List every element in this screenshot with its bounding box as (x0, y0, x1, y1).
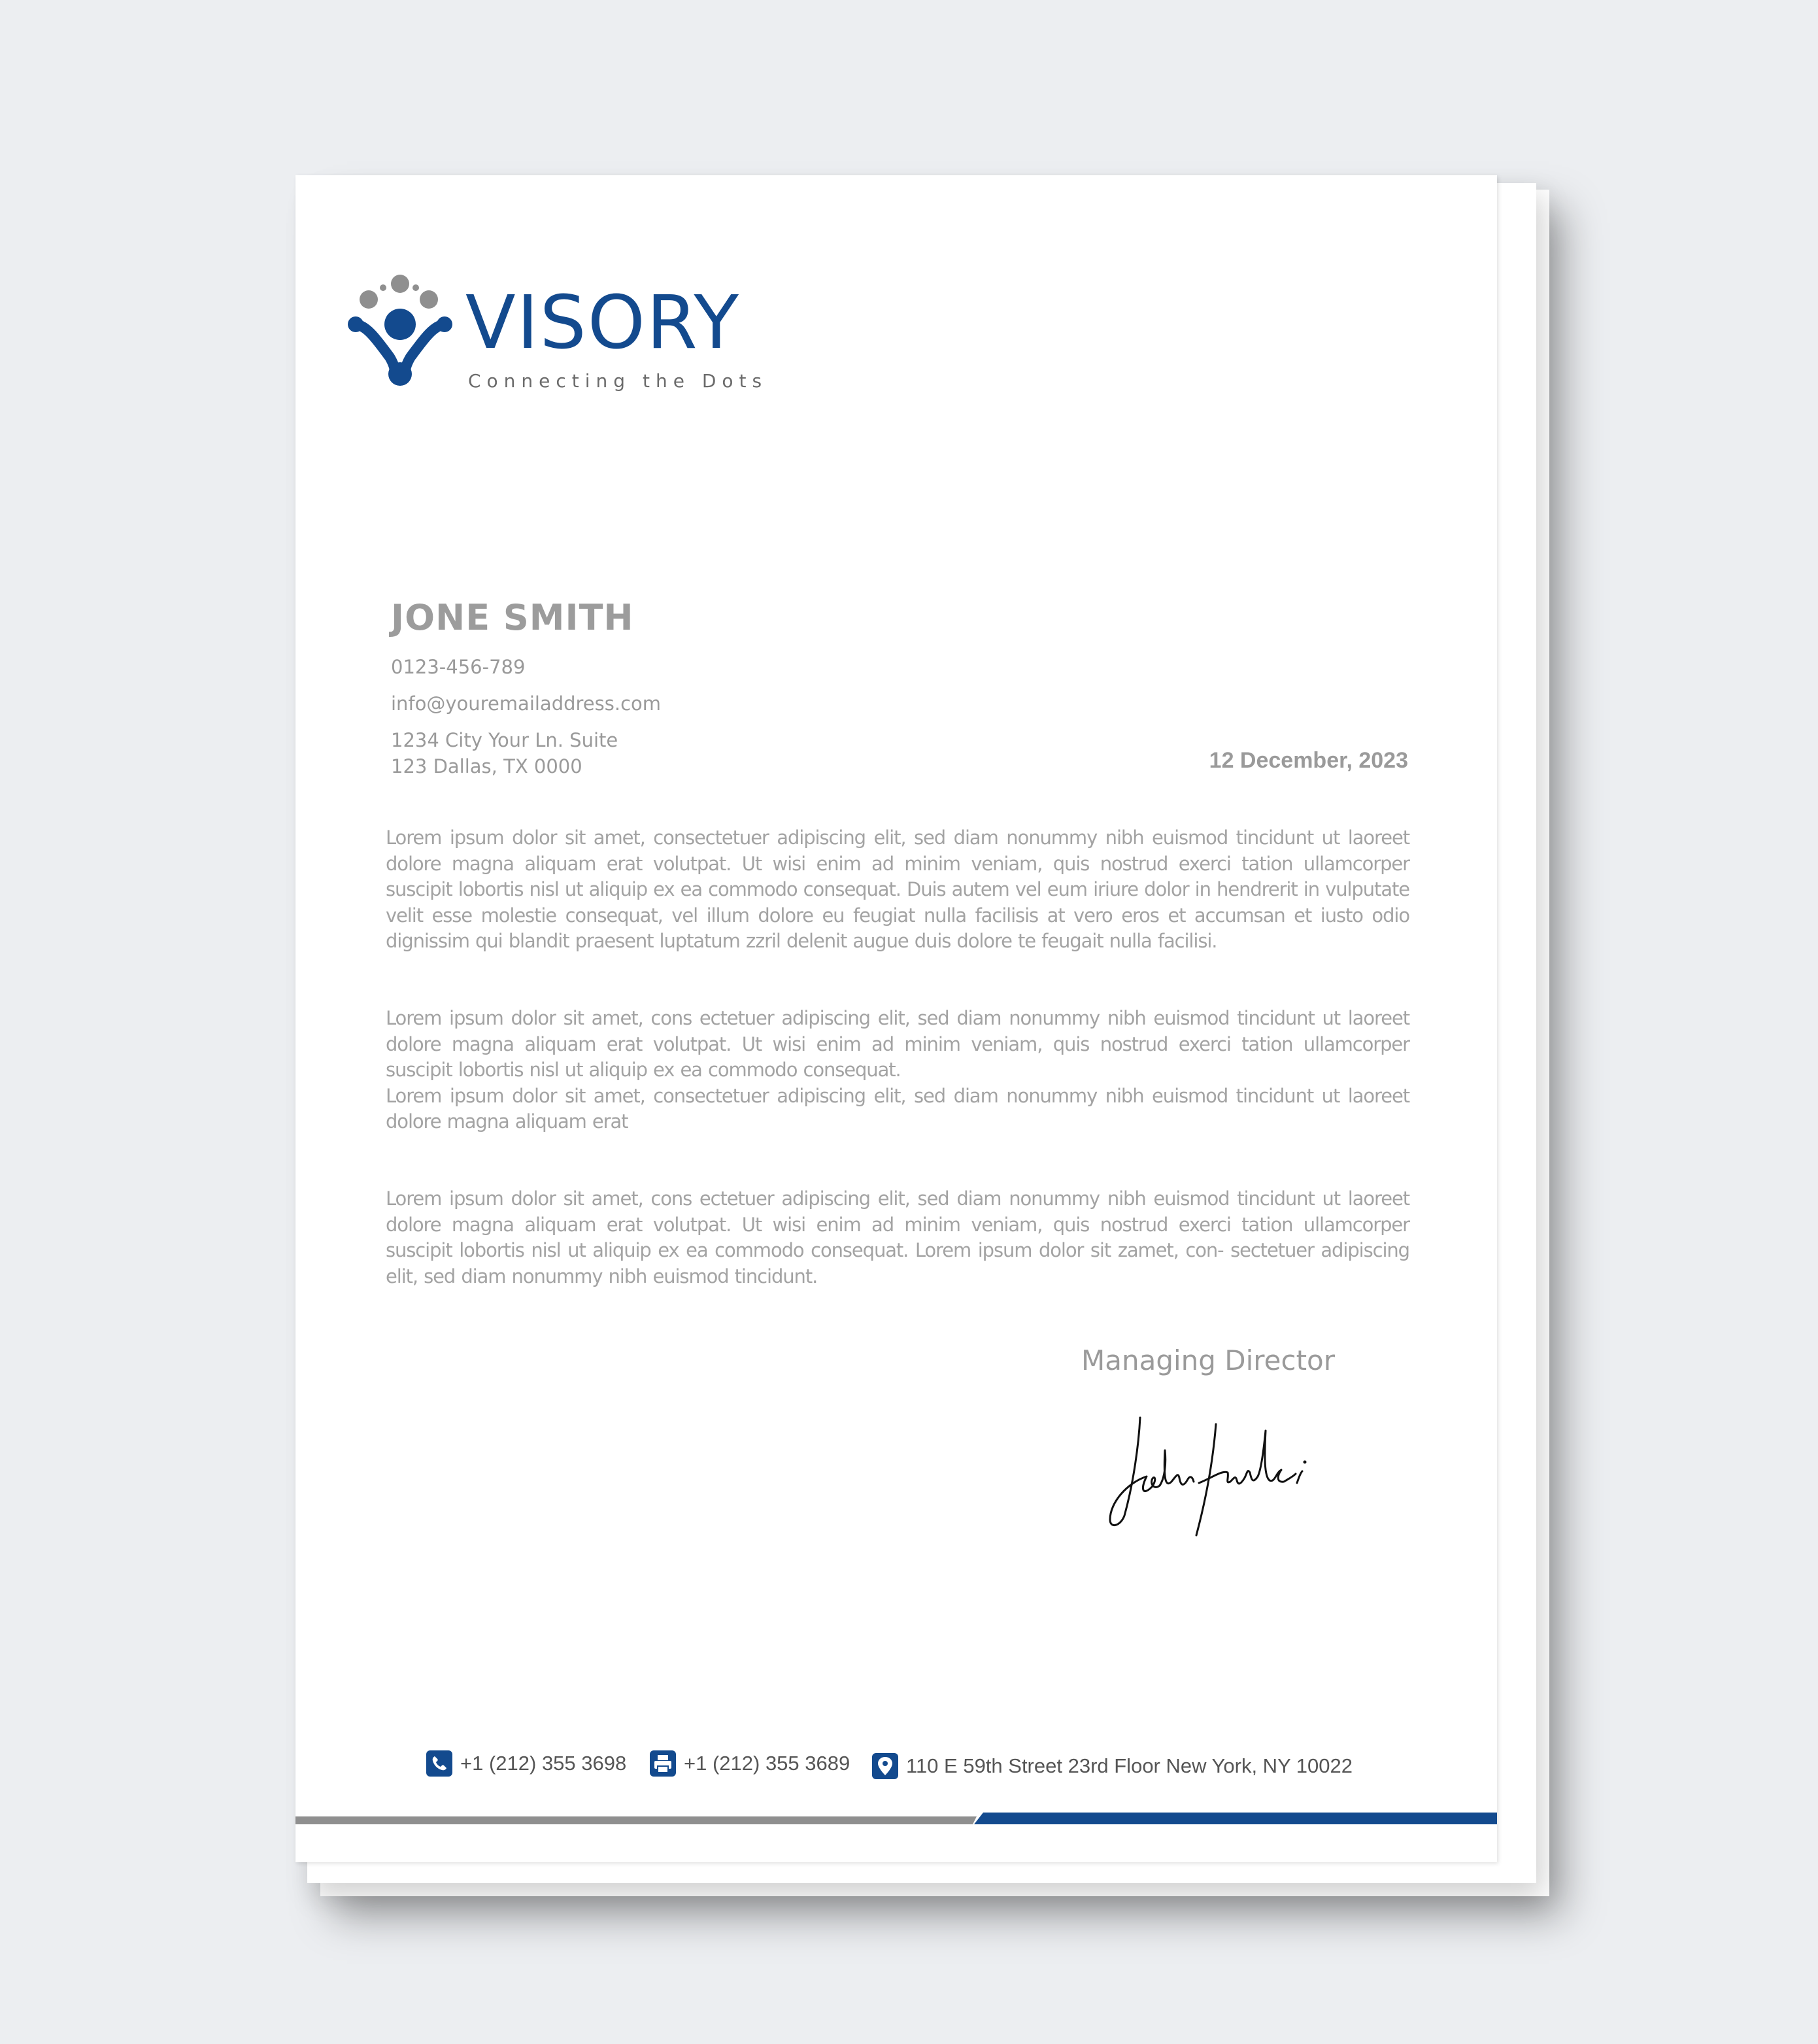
footer-fax-text: +1 (212) 355 3689 (684, 1752, 850, 1775)
paragraph-text: Lorem ipsum dolor sit amet, cons ectetuer adipiscing elit, sed diam nonummy nibh euismod tincidunt ut laoreet dolore magna aliquam erat volutpat. Ut wisi enim ad minim veniam, quis nostrud exerci tation ullamcorper suscipit lobortis nisl ut aliquip ex ea commodo consequat. (386, 1007, 1409, 1081)
body-paragraph-2 (386, 1006, 1409, 1135)
sender-address-line1: 1234 City Your Ln. Suite (391, 729, 618, 751)
body-paragraph-3 (386, 1186, 1409, 1289)
footer-accent-bar (295, 1810, 1497, 1830)
logo-dots-icon (348, 273, 452, 391)
paragraph-text: Lorem ipsum dolor sit amet, consectetuer adipiscing elit, sed diam nonummy nibh euismod tincidunt ut laoreet dolore magna aliquam erat (386, 1084, 1409, 1133)
fax-icon (650, 1750, 676, 1777)
sender-email: info@youremailaddress.com (391, 692, 662, 715)
sender-phone: 0123-456-789 (391, 656, 526, 678)
handwritten-signature (1101, 1405, 1317, 1548)
phone-icon (426, 1750, 452, 1777)
company-tagline: Connecting the Dots (468, 370, 768, 392)
sender-name: JONE SMITH (391, 597, 634, 638)
paragraph-text: Lorem ipsum dolor sit amet, cons ectetuer adipiscing elit, sed diam nonummy nibh euismod tincidunt ut laoreet dolore magna aliquam erat volutpat. Ut wisi enim ad minim veniam, quis nostrud exerci tation ullamcorper suscipit lobortis nisl ut aliquip ex ea commodo consequat. Lorem ipsum dolor sit zamet, con- sectetuer adipiscing elit, sed diam nonummy nibh euismod tincidunt. (386, 1187, 1409, 1287)
footer-address (872, 1751, 1353, 1781)
sender-address-line2: 123 Dallas, TX 0000 (391, 755, 582, 777)
location-pin-icon (872, 1753, 898, 1779)
body-paragraph-1 (386, 825, 1409, 955)
letter-date: 12 December, 2023 (1209, 748, 1408, 773)
footer-fax (650, 1748, 850, 1779)
footer-phone-text: +1 (212) 355 3698 (460, 1752, 627, 1775)
paragraph-text: Lorem ipsum dolor sit amet, consectetuer adipiscing elit, sed diam nonummy nibh euismod tincidunt ut laoreet dolore magna aliquam erat volutpat. Ut wisi enim ad minim veniam, quis nostrud exerci tation ullamcorper suscipit lobortis nisl ut aliquip ex ea commodo consequat. Duis autem vel eum iriure dolor in hendrerit in vulputate velit esse molestie consequat, vel illum dolore eu feugiat nulla facilisis at vero eros et accumsan et iusto odio dignissim qui blandit praesent luptatum zzril delenit augue duis dolore te feugait nulla facilisi. (386, 826, 1409, 952)
company-logo (348, 273, 766, 391)
sender-block (391, 597, 662, 777)
company-name: VISORY (465, 281, 740, 366)
signatory-role: Managing Director (1081, 1344, 1336, 1376)
footer-phone (426, 1748, 626, 1779)
footer-contacts (426, 1748, 1407, 1781)
letterhead-page (295, 175, 1497, 1862)
footer-address-text: 110 E 59th Street 23rd Floor New York, NY 10022 (906, 1754, 1353, 1777)
